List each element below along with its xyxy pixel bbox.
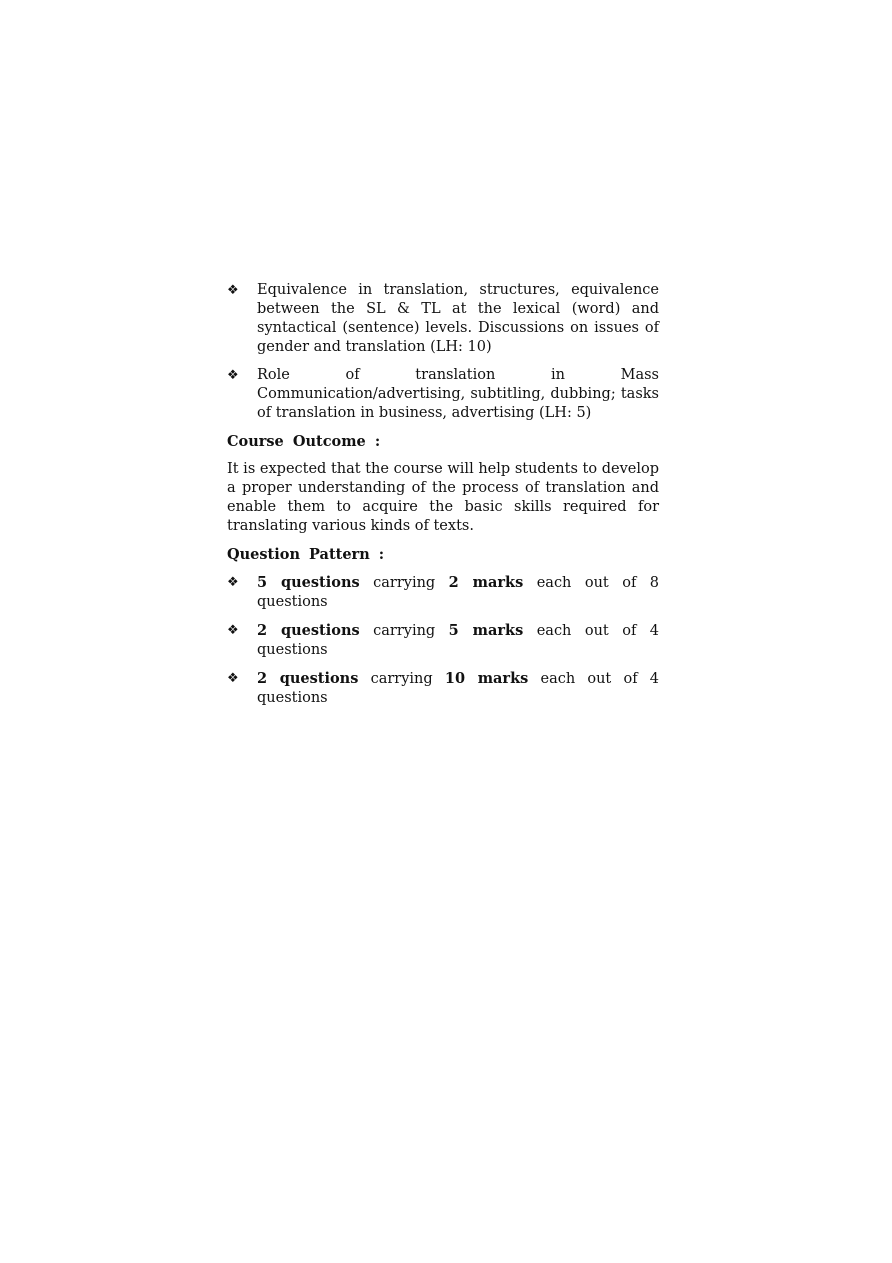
diamond-bullet-icon: ❖: [227, 671, 239, 686]
question-pattern-text: [257, 669, 659, 708]
carrying-text: carrying: [359, 575, 449, 591]
out-of-text: each out of 4 questions: [257, 623, 660, 658]
topic-text: Role of translation in Mass Communication/advertising, subtitling, dubbing; tasks of translation in business, advertising (LH: 5): [257, 367, 659, 421]
marks-value: 5 marks: [448, 622, 524, 639]
carrying-text: carrying: [358, 671, 445, 687]
question-pattern-item: [227, 573, 659, 612]
marks-value: 2 marks: [448, 574, 524, 591]
carrying-text: carrying: [359, 623, 449, 639]
question-count: 2 questions: [257, 670, 359, 687]
question-count: 5 questions: [257, 574, 360, 591]
out-of-text: each out of 4 questions: [257, 671, 659, 706]
marks-value: 10 marks: [444, 670, 529, 687]
question-pattern-text: [257, 573, 659, 612]
topic-item: [227, 281, 659, 357]
diamond-bullet-icon: ❖: [227, 283, 239, 298]
diamond-bullet-icon: ❖: [227, 368, 239, 383]
question-pattern-item: [227, 669, 659, 708]
course-outcome-heading: Course Outcome :: [227, 433, 381, 450]
question-pattern-text: [257, 621, 659, 660]
out-of-text: each out of 8 questions: [257, 575, 660, 610]
diamond-bullet-icon: ❖: [227, 575, 239, 590]
question-pattern-item: [227, 621, 659, 660]
question-pattern-heading: Question Pattern :: [227, 546, 385, 563]
document-body: [227, 281, 659, 717]
topic-text: Equivalence in translation, structures, equivalence between the SL & TL at the lexical (word) and syntactical (sentence) levels. Discussions on issues of gender and translation (LH: 10): [257, 282, 659, 355]
question-count: 2 questions: [257, 622, 360, 639]
course-outcome-text: It is expected that the course will help students to develop a proper understanding of the process of translation and enable them to acquire the basic skills required for translating various kinds of texts.: [227, 461, 659, 534]
diamond-bullet-icon: ❖: [227, 623, 239, 638]
topic-item: [227, 366, 659, 423]
